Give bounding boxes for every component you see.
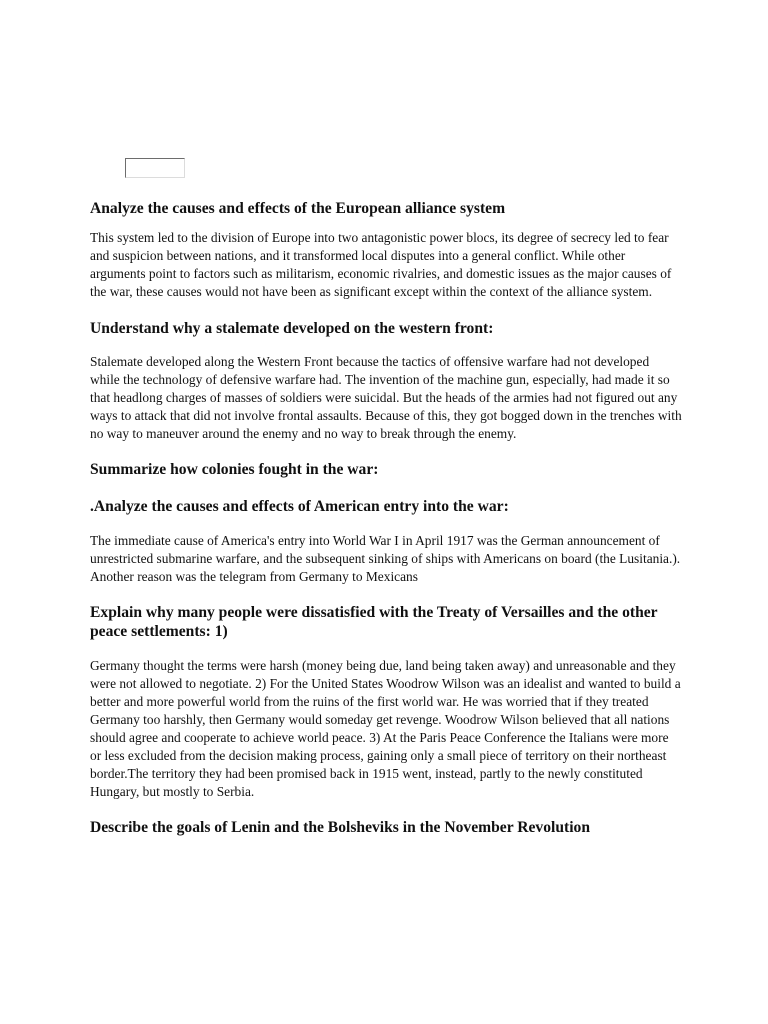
empty-answer-field[interactable]	[125, 158, 185, 178]
heading-american-entry: .Analyze the causes and effects of American entry into the war:	[90, 498, 509, 515]
document-content	[90, 199, 682, 837]
heading-alliance-system: Analyze the causes and effects of the European alliance system	[90, 200, 506, 217]
heading-lenin-bolsheviks: Describe the goals of Lenin and the Bolsheviks in the November Revolution	[90, 819, 591, 836]
paragraph-stalemate: Stalemate developed along the Western Front because the tactics of offensive warfare had not developed while the technology of defensive warfare had. The invention of the machine gun, especially, had made it so that headlong charges of masses of soldiers were suicidal. But the heads of the armies had not figured out any ways to attack that did not involve frontal assaults. Because of this, they got bogged down in the trenches with no way to maneuver around the enemy and no way to break through the enemy.	[90, 354, 682, 441]
heading-treaty-versailles: Explain why many people were dissatisfied with the Treaty of Versailles and the other peace settlements: 1)	[90, 604, 658, 640]
paragraph-alliance-system: This system led to the division of Europe into two antagonistic power blocs, its degree of secrecy led to fear and suspicion between nations, and it transformed local disputes into a general conflict. While other arguments point to factors such as militarism, economic rivalries, and domestic issues as the major causes of the war, these causes would not have been as significant except within the context of the alliance system.	[90, 230, 672, 299]
heading-colonies: Summarize how colonies fought in the war:	[90, 461, 379, 478]
paragraph-treaty-versailles: Germany thought the terms were harsh (money being due, land being taken away) and unreasonable and they were not allowed to negotiate. 2) For the United States Woodrow Wilson was an idealist and wanted to build a better and more powerful world from the ruins of the first world war. He was worried that if they treated Germany too harshly, then Germany would someday get revenge. Woodrow Wilson believed that all nations should agree and cooperate to achieve world peace. 3) At the Paris Peace Conference the Italians were more or less excluded from the decision making process, gaining only a small piece of territory on their northeast border.The territory they had been promised back in 1915 went, instead, partly to the newly constituted Hungary, but mostly to Serbia.	[90, 658, 681, 799]
paragraph-american-entry: The immediate cause of America's entry into World War I in April 1917 was the German announcement of unrestricted submarine warfare, and the subsequent sinking of ships with Americans on board (the Lusitania.). Another reason was the telegram from Germany to Mexicans	[90, 533, 681, 584]
heading-stalemate: Understand why a stalemate developed on the western front:	[90, 320, 494, 337]
